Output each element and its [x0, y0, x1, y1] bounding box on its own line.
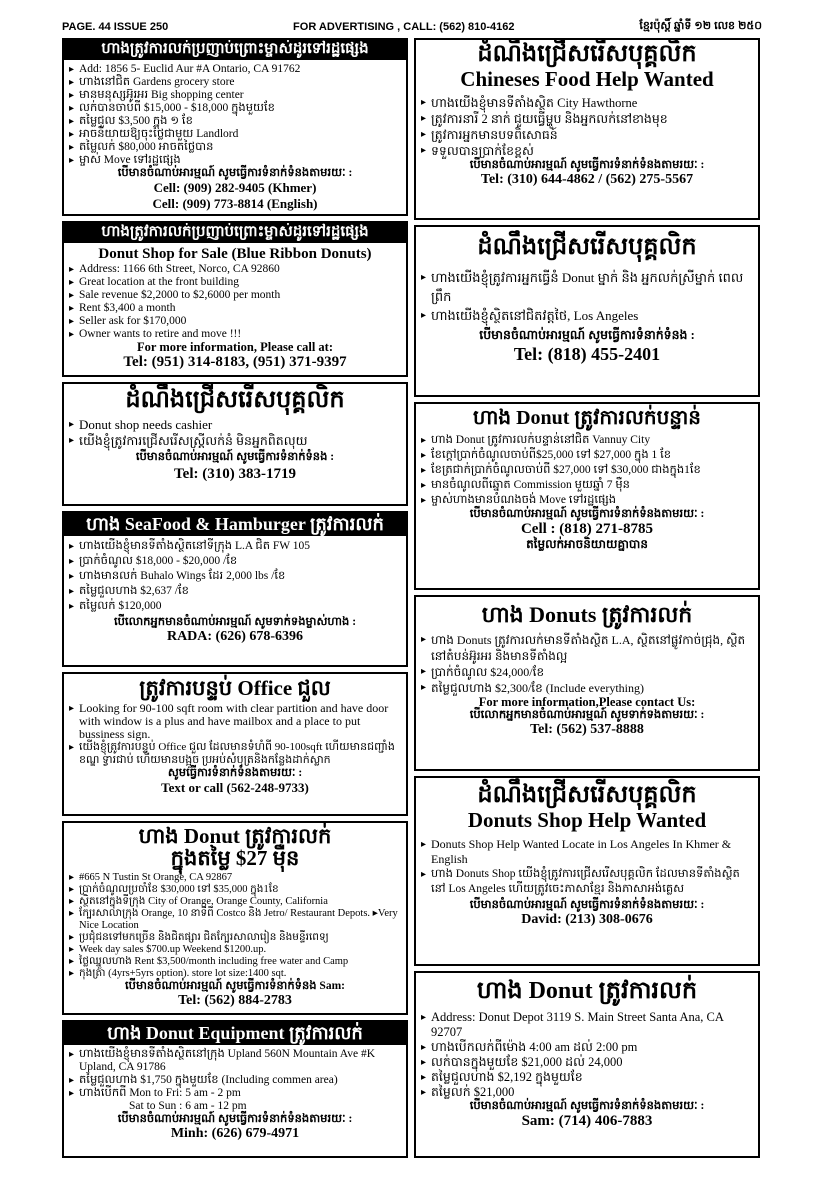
ad-donut-depot-santa-ana [414, 971, 760, 1158]
contact-phone: Tel: (562) 537-8888 [530, 722, 644, 738]
list-item: ▸ តម្លៃជួល $3,500 ក្នុង ១ ខែ [69, 115, 401, 128]
contact-phone: Tel: (310) 644-4862 / (562) 275-5567 [480, 172, 694, 188]
ad-title: ហាង Donuts ត្រូវការលក់ [481, 602, 693, 627]
ad-hiring-cashier [62, 382, 408, 506]
ad-donut-orange [62, 821, 408, 1015]
list-item: ▸ ថ្លៃឈ្នួលហាង Rent $3,500/month including free water and Camp [69, 956, 401, 968]
contact-phone: David: (213) 308-0676 [521, 912, 653, 928]
list-item: ▸ Sale revenue $2,2000 to $2,6000 per month [69, 289, 401, 302]
contact-note: សូមធ្វើការទំនាក់ទំនងតាមរយៈ : [167, 767, 303, 780]
list-item: ▸ យើងខ្ញុំត្រូវការជ្រើសរើសស្រ្តីលក់នំ មិនអ្នកពិតលុយ [69, 433, 401, 449]
contact-note: បើមានចំណាប់អារម្មណ៍ សូមធ្វើការទំនាក់ទំនងតាមរយៈ : [117, 166, 353, 179]
contact-note: For more information,Please contact Us: [478, 695, 696, 710]
ad-title: ហាង Donut Equipment ត្រូវការលក់ [64, 1022, 406, 1045]
ad-title: ហាងត្រូវការលក់ប្រញាប់ព្រោះម្ចាស់ដូរទៅរដ្ឋផ្សេង [64, 223, 406, 243]
list-item: ▸ យើងខ្ញុំត្រូវការបន្ទប់ Office ជួល ដែលមានទំហំពី 90-100sqft ហើយមានជញ្ជាំងខណ្ឌ ទ្វារជាប់ ហើយមានបង្អួច ប្រអប់សំបុត្រនិងកន្លែងដាក់ស្លាក [69, 741, 401, 767]
ad-details [421, 268, 753, 325]
list-item: ▸ ហាង Donuts ត្រូវការលក់មានទីតាំងស្ថិត L.A, ស្ថិតនៅផ្លូវកាច់ជ្រុង, ស្ថិតនៅតំបន់អ៊ូរអរ និងមានទីតាំងល្អ [421, 632, 753, 664]
contact-phone: RADA: (626) 678-6396 [166, 628, 304, 644]
contact-phone: Sam: (714) 406-7883 [521, 1113, 653, 1130]
list-item: ▸ ហាងយើងខ្ញុំស្ថិតនៅជិតវត្តថៃ, Los Angeles [421, 306, 753, 325]
list-item: ▸ ហាង Donut ត្រូវការលក់បន្ទាន់នៅជិត Vannuy City [421, 433, 753, 448]
contact-phone: Minh: (626) 679-4971 [170, 1125, 300, 1141]
list-item: ▸ តម្លៃជួលហាង $2,637 /ខែ [69, 584, 401, 599]
ad-title: ហាងត្រូវការលក់ប្រញាប់ព្រោះម្ចាស់ដូរទៅរដ្ឋផ្សេង [64, 40, 406, 60]
ad-title: ហាង Donut ត្រូវការលក់បន្ទាន់ [473, 407, 701, 429]
ad-title: ដំណឹងជ្រើសរើសបុគ្គលិក [477, 41, 697, 67]
list-item: ▸ ហាងនៅជិត Gardens grocery store [69, 76, 401, 89]
ad-details [69, 1048, 401, 1113]
contact-note: បើមានចំណាប់អារម្មណ៍ សូមធ្វើការទំនាក់ទំនង : [135, 451, 335, 464]
ad-title: ដំណឹងជ្រើសរើសបុគ្គលិក [125, 387, 345, 413]
list-item: ▸ ម្ចាស់ Move ទៅរដ្ឋផ្សេង [69, 154, 401, 167]
contact-phone: Tel: (310) 383-1719 [174, 466, 296, 483]
list-item: ▸ Seller ask for $170,000 [69, 315, 401, 328]
list-item: ▸ ខែក្ដៅប្រាក់ចំណូលចាប់ពី$25,000 ទៅ $27,000 ក្នុង 1 ខែ [421, 448, 753, 463]
list-item: ▸ #665 N Tustin St Orange, CA 92867 [69, 872, 401, 884]
list-item: ▸ Week day sales $700.up Weekend $1200.up. [69, 944, 401, 956]
contact-phone: Tel: (562) 884-2783 [178, 993, 292, 1009]
contact-note: For more information, Please call at: [136, 339, 333, 354]
ad-details [69, 539, 401, 614]
contact-note: បើមានចំណាប់អារម្មណ៍ សូមធ្វើការទំនាក់ទំនង : [479, 328, 695, 343]
list-item: ▸ មានចំណូលពីឆ្នោត Commission មួយឆ្នាំ 7 ម៉ឺន [421, 478, 753, 493]
ad-details [69, 872, 401, 980]
list-item: ▸ Address: 1166 6th Street, Norco, CA 92860 [69, 263, 401, 276]
list-item: ▸ តម្លៃលក់ $80,000 អាចតថ្លៃបាន [69, 141, 401, 154]
ad-title: ដំណឹងជ្រើសរើសបុគ្គលិក [477, 782, 697, 808]
page-header [62, 18, 762, 36]
list-item: ▸ ហាងយើងខ្ញុំមានទីតាំងស្ថិតនៅក្រុង Upland 560N Mountain Ave #K Upland, CA 91786 [69, 1048, 401, 1074]
header-issue: PAGE. 44 ISSUE 250 [62, 21, 169, 33]
ad-title: ត្រូវការបន្ទប់ Office ជួល [139, 676, 331, 700]
list-item: ▸ Donut shop needs cashier [69, 417, 401, 433]
list-item: ▸ ហាងយើងខ្ញុំត្រូវការអ្នកធ្វើនំ Donut ម្នាក់ និង អ្នកលក់ស្រីម្នាក់ ពេលព្រឹក [421, 268, 753, 306]
contact-note: បើមានចំណាប់អារម្មណ៍ សូមធ្វើការទំនាក់ទំនងតាមរយៈ : [469, 508, 705, 520]
ad-details [421, 837, 753, 897]
ad-details [69, 263, 401, 341]
list-item: ▸ ហាងយើងខ្ញុំមានទីតាំងស្ថិត City Hawthorne [421, 95, 753, 111]
list-item: ▸ Donuts Shop Help Wanted Locate in Los Angeles In Khmer & English [421, 837, 753, 867]
list-item: ▸ ប្រាក់ចំណូលប្រចាំខែ $30,000 ទៅ $35,000 ក្នុង1ខែ [69, 884, 401, 896]
list-item: ▸ ខែត្រជាក់ប្រាក់ចំណូលចាប់ពី $27,000 ទៅ $30,000 ជាងក្នុង1ខែ [421, 463, 753, 478]
price-negotiable: តម្លៃលក់អាចនិយាយគ្នាបាន [526, 537, 648, 551]
header-advertising: FOR ADVERTISING , CALL: (562) 810-4162 [293, 21, 515, 33]
ad-chinese-food-help-wanted [414, 38, 760, 220]
list-item: ▸ ប្រជុំជនទៅមកច្រើន និងជិតផ្សារ ជិតក្បែរសាលារៀន និងមន្ទីរពេទ្យ [69, 932, 401, 944]
list-item: ▸ ហាង Donuts Shop យើងខ្ញុំត្រូវការជ្រើសរើសបុគ្គលិក ដែលមានទីតាំងស្ថិតនៅ Los Angeles ហើយត្រូវចេះភាសាខ្មែរ និងភាសាអង់គ្លេស [421, 867, 753, 897]
contact-phone: Cell : (818) 271-8785 [520, 521, 654, 537]
list-item: ▸ តម្លៃលក់ $21,000 [421, 1085, 753, 1100]
ad-title: ដំណឹងជ្រើសរើសបុគ្គលិក [477, 234, 697, 260]
ad-title-price: ក្នុងតម្លៃ $27 ម៉ឺន [170, 846, 300, 871]
ad-details [69, 63, 401, 167]
ad-details [421, 433, 753, 508]
contact-phone: Cell: (909) 282-9405 (Khmer) [153, 179, 317, 195]
ad-details [421, 95, 753, 159]
list-item: ▸ Address: Donut Depot 3119 S. Main Street Santa Ana, CA 92707 [421, 1010, 753, 1040]
contact-phone: Text or call (562-248-9733) [161, 780, 309, 796]
ad-donuts-shop-help-wanted [414, 776, 760, 966]
contact-phone: Cell: (909) 773-8814 (English) [152, 195, 318, 211]
ad-donut-vannuy-urgent [414, 402, 760, 590]
list-item: ▸ Rent $3,400 a month [69, 302, 401, 315]
list-item: ▸ តម្លៃជួលហាង $2,192 ក្នុងមួយខែ [421, 1070, 753, 1085]
ad-subtitle: Donut Shop for Sale (Blue Ribbon Donuts) [98, 245, 372, 262]
list-item: ▸ តម្លៃជួលហាង $2,300/ខែ (Include everything) [421, 680, 753, 696]
list-item: ▸ ប្រាក់ចំណូល $18,000 - $20,000 /ខែ [69, 554, 401, 569]
contact-note: បើមានចំណាប់អារម្មណ៍ សូមធ្វើការទំនាក់ទំនងតាមរយៈ : [469, 1100, 705, 1113]
list-item: ▸ Looking for 90-100 sqft room with clear partition and have door with window is a plus and have mailbox and a place to put bussiness sign. [69, 702, 401, 741]
list-item: ▸ កុងត្រា (4yrs+5yrs option). store lot size:1400 sqt. [69, 968, 401, 980]
list-item: ▸ ហាងបើកលក់ពីម៉ោង 4:00 am ដល់ 2:00 pm [421, 1040, 753, 1055]
ad-subtitle: Chineses Food Help Wanted [460, 67, 714, 92]
ad-details [69, 417, 401, 449]
ad-details [69, 702, 401, 767]
contact-note: បើមានចំណាប់អារម្មណ៍ សូមធ្វើការទំនាក់ទំនងតាមរយៈ : [469, 159, 705, 172]
ad-title: ហាង Donut ត្រូវការលក់ [138, 824, 332, 848]
list-item: ▸ មានមនុស្សអ៊ូរអរ Big shopping center [69, 89, 401, 102]
list-item: ▸ Owner wants to retire and move !!! [69, 328, 401, 341]
ad-subtitle: Donuts Shop Help Wanted [467, 808, 707, 833]
list-item: ▸ លក់បានចាប់ពី $15,000 - $18,000 ក្នុងមួយខែ [69, 102, 401, 115]
list-item: ▸ ទទួលបានប្រាក់ខែខ្ពស់ [421, 143, 753, 159]
list-item: ▸ ស្ថិតនៅក្នុងទីក្រុង City of Orange, Orange County, California [69, 896, 401, 908]
ad-donut-shop-norco [62, 221, 408, 377]
contact-note: បើលោកអ្នកមានចំណាប់អារម្មណ៍ សូមទាក់ទងតាមរយៈ : [469, 709, 705, 722]
list-item: ▸ អាចនិយាយឱ្យចុះថ្លៃជាមួយ Landlord [69, 128, 401, 141]
contact-note: បើលោកអ្នកមានចំណាប់អារម្មណ៍ សូមទាក់ទងម្ចាស់ហាង : [113, 615, 357, 628]
contact-note: បើមានចំណាប់អារម្មណ៍ សូមធ្វើការទំនាក់ទំនង Sam: [125, 980, 345, 993]
list-item: ▸ ក្បែរសាលាក្រុង Orange, 10 នាទីពី Costco និង Jetro/ Restaurant Depots. ▸Very Nice Location [69, 908, 401, 932]
list-item: ▸ ត្រូវការនារី 2 នាក់ ជួយធ្វើម្ហូប និងអ្នកលក់នៅខាងមុខ [421, 111, 753, 127]
ad-seafood-hamburger [62, 511, 408, 667]
list-item: ▸ ហាងយើងខ្ញុំមានទីតាំងស្ថិតនៅទីក្រុង L.A ជិត FW 105 [69, 539, 401, 554]
contact-note: បើមានចំណាប់អារម្មណ៍ សូមធ្វើការទំនាក់ទំនងតាមរយៈ : [117, 1112, 353, 1125]
list-item: ▸ លក់បានក្នុងមួយខែ $21,000 ដល់ 24,000 [421, 1055, 753, 1070]
ad-details [421, 632, 753, 696]
list-item: ▸ ត្រូវការអ្នកមានបទពិសោធន៍ [421, 127, 753, 143]
list-item: ▸ ម្ចាស់ហាងមានបំណងចង់ Move ទៅរដ្ឋផ្សេង [421, 493, 753, 508]
header-publication: ខ្មែរប៉ុស្ដិ៍ ឆ្នាំទី ១២ លេខ ២៥០ [639, 20, 762, 32]
list-item: ▸ តម្លៃលក់ $120,000 [69, 599, 401, 614]
contact-note: បើមានចំណាប់អារម្មណ៍ សូមធ្វើការទំនាក់ទំនងតាមរយៈ : [469, 899, 705, 912]
list-item: ▸ Add: 1856 5- Euclid Aur #A Ontario, CA 91762 [69, 63, 401, 76]
contact-phone: Tel: (818) 455-2401 [513, 344, 661, 365]
contact-phone: Tel: (951) 314-8183, (951) 371-9397 [123, 353, 347, 370]
ad-office-room-wanted [62, 672, 408, 816]
list-item: ▸ ប្រាក់ចំណូល $24,000/ខែ [421, 664, 753, 680]
ad-donut-equipment [62, 1020, 408, 1158]
ad-shop-for-sale-ontario [62, 38, 408, 216]
ad-title: ហាង SeaFood & Hamburger ត្រូវការលក់ [64, 513, 406, 536]
ad-title: ហាង Donut ត្រូវការលក់ [476, 978, 698, 1004]
list-item: ▸ តម្លៃជួលហាង $1,750 ក្នុងមួយខែ (Including commen area) [69, 1074, 401, 1087]
list-item: ▸ ហាងបើកពី Mon to Fri: 5 am - 2 pm [69, 1087, 401, 1100]
ad-donuts-la [414, 595, 760, 771]
list-item: Sat to Sun : 6 am - 12 pm [129, 1099, 247, 1112]
list-item: ▸ Great location at the front building [69, 276, 401, 289]
ad-details [421, 1010, 753, 1100]
ad-hiring-donut-maker [414, 225, 760, 397]
list-item: ▸ ហាងមានលក់ Buhalo Wings ដែរ 2,000 lbs /ខែ [69, 569, 401, 584]
